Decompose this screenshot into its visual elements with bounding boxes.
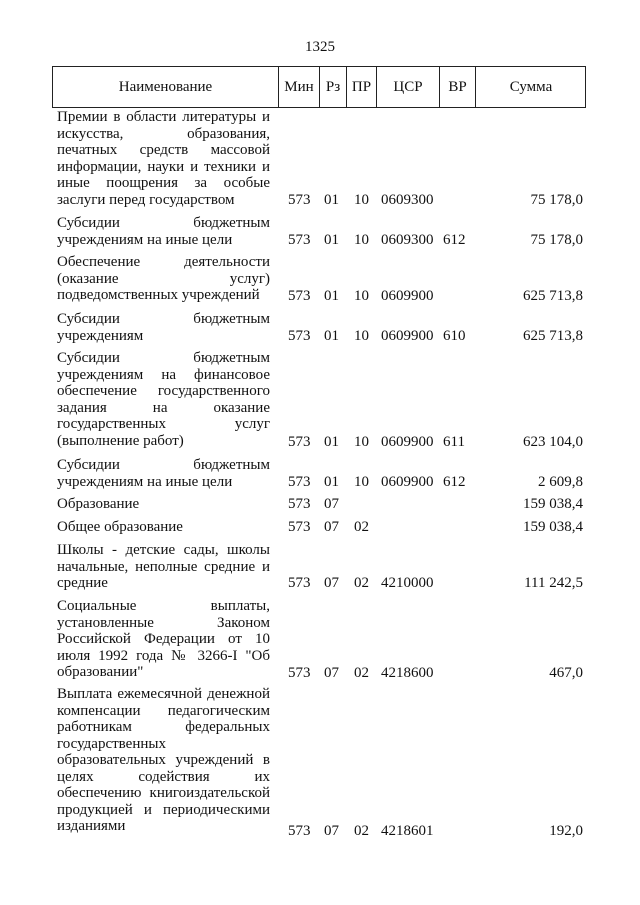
row-pr: 10 — [354, 232, 369, 248]
row-vr: 610 — [443, 328, 466, 344]
row-rz: 07 — [324, 665, 339, 681]
row-rz: 07 — [324, 496, 339, 512]
row-name: Субсидии бюджетным учреждениям на иные цели — [57, 215, 270, 248]
header-csr: ЦСР — [393, 79, 423, 95]
row-pr: 02 — [354, 823, 369, 839]
row-rz: 01 — [324, 288, 339, 304]
row-sum: 623 104,0 — [523, 434, 583, 450]
row-min: 573 — [288, 434, 311, 450]
row-pr: 10 — [354, 288, 369, 304]
row-sum: 192,0 — [549, 823, 583, 839]
header-pr: ПР — [351, 79, 372, 95]
row-rz: 07 — [324, 575, 339, 591]
row-csr: 0609300 — [381, 192, 434, 208]
row-rz: 01 — [324, 232, 339, 248]
row-pr: 10 — [354, 434, 369, 450]
row-name: Социальные выплаты, установленные Законом Российской Федерации от 10 июля 1992 года № 3266-I "Об образовании" — [57, 598, 270, 680]
row-csr: 0609300 — [381, 232, 434, 248]
header-name: Наименование — [118, 79, 213, 95]
row-sum: 111 242,5 — [524, 575, 583, 591]
row-pr: 10 — [354, 328, 369, 344]
row-min: 573 — [288, 519, 311, 535]
row-vr: 611 — [443, 434, 465, 450]
row-min: 573 — [288, 496, 311, 512]
row-min: 573 — [288, 328, 311, 344]
header-divider — [585, 67, 586, 107]
row-rz: 07 — [324, 823, 339, 839]
row-sum: 2 609,8 — [538, 474, 583, 490]
row-min: 573 — [288, 823, 311, 839]
row-csr: 0609900 — [381, 474, 434, 490]
row-sum: 75 178,0 — [530, 232, 583, 248]
row-name: Субсидии бюджетным учреждениям на иные цели — [57, 457, 270, 490]
row-pr: 02 — [354, 575, 369, 591]
row-pr: 02 — [354, 665, 369, 681]
row-sum: 159 038,4 — [523, 496, 583, 512]
row-rz: 01 — [324, 434, 339, 450]
header-vr: ВР — [448, 79, 467, 95]
row-sum: 467,0 — [549, 665, 583, 681]
row-name: Общее образование — [57, 519, 183, 535]
row-name: Образование — [57, 496, 140, 512]
row-csr: 0609900 — [381, 288, 434, 304]
row-min: 573 — [288, 665, 311, 681]
row-vr: 612 — [443, 474, 466, 490]
row-csr: 4218600 — [381, 665, 434, 681]
row-sum: 159 038,4 — [523, 519, 583, 535]
row-min: 573 — [288, 288, 311, 304]
row-min: 573 — [288, 474, 311, 490]
row-min: 573 — [288, 232, 311, 248]
row-vr: 612 — [443, 232, 466, 248]
row-sum: 625 713,8 — [523, 288, 583, 304]
row-min: 573 — [288, 575, 311, 591]
header-sum: Сумма — [509, 79, 553, 95]
row-name: Обеспечение деятельности (оказание услуг) подведомственных учреждений — [57, 254, 270, 303]
row-rz: 07 — [324, 519, 339, 535]
row-rz: 01 — [324, 328, 339, 344]
row-sum: 625 713,8 — [523, 328, 583, 344]
row-name: Выплата ежемесячной денежной компенсации педагогическим работникам федеральных государственных образовательных учреждений в целях содействия их обеспечению книгоиздательской продукцией и периодическими изданиями — [57, 686, 270, 834]
row-name: Премии в области литературы и искусства, образования, печатных средств массовой информации, науки и техники и иные поощрения за особые заслуги перед государством — [57, 109, 270, 208]
row-min: 573 — [288, 192, 311, 208]
row-pr: 02 — [354, 519, 369, 535]
row-csr: 0609900 — [381, 328, 434, 344]
row-rz: 01 — [324, 192, 339, 208]
row-rz: 01 — [324, 474, 339, 490]
header-min: Мин — [284, 79, 314, 95]
row-sum: 75 178,0 — [530, 192, 583, 208]
row-name: Школы - детские сады, школы начальные, неполные средние и средние — [57, 542, 270, 591]
table-header — [52, 66, 586, 108]
row-csr: 4210000 — [381, 575, 434, 591]
row-pr: 10 — [354, 192, 369, 208]
row-name: Субсидии бюджетным учреждениям — [57, 311, 270, 344]
row-csr: 0609900 — [381, 434, 434, 450]
row-name: Субсидии бюджетным учреждениям на финансовое обеспечение государственного задания на оказание государственных услуг (выполнение работ) — [57, 350, 270, 449]
header-rz: Рз — [325, 79, 341, 95]
page-number: 1325 — [305, 39, 335, 55]
row-pr: 10 — [354, 474, 369, 490]
row-csr: 4218601 — [381, 823, 434, 839]
